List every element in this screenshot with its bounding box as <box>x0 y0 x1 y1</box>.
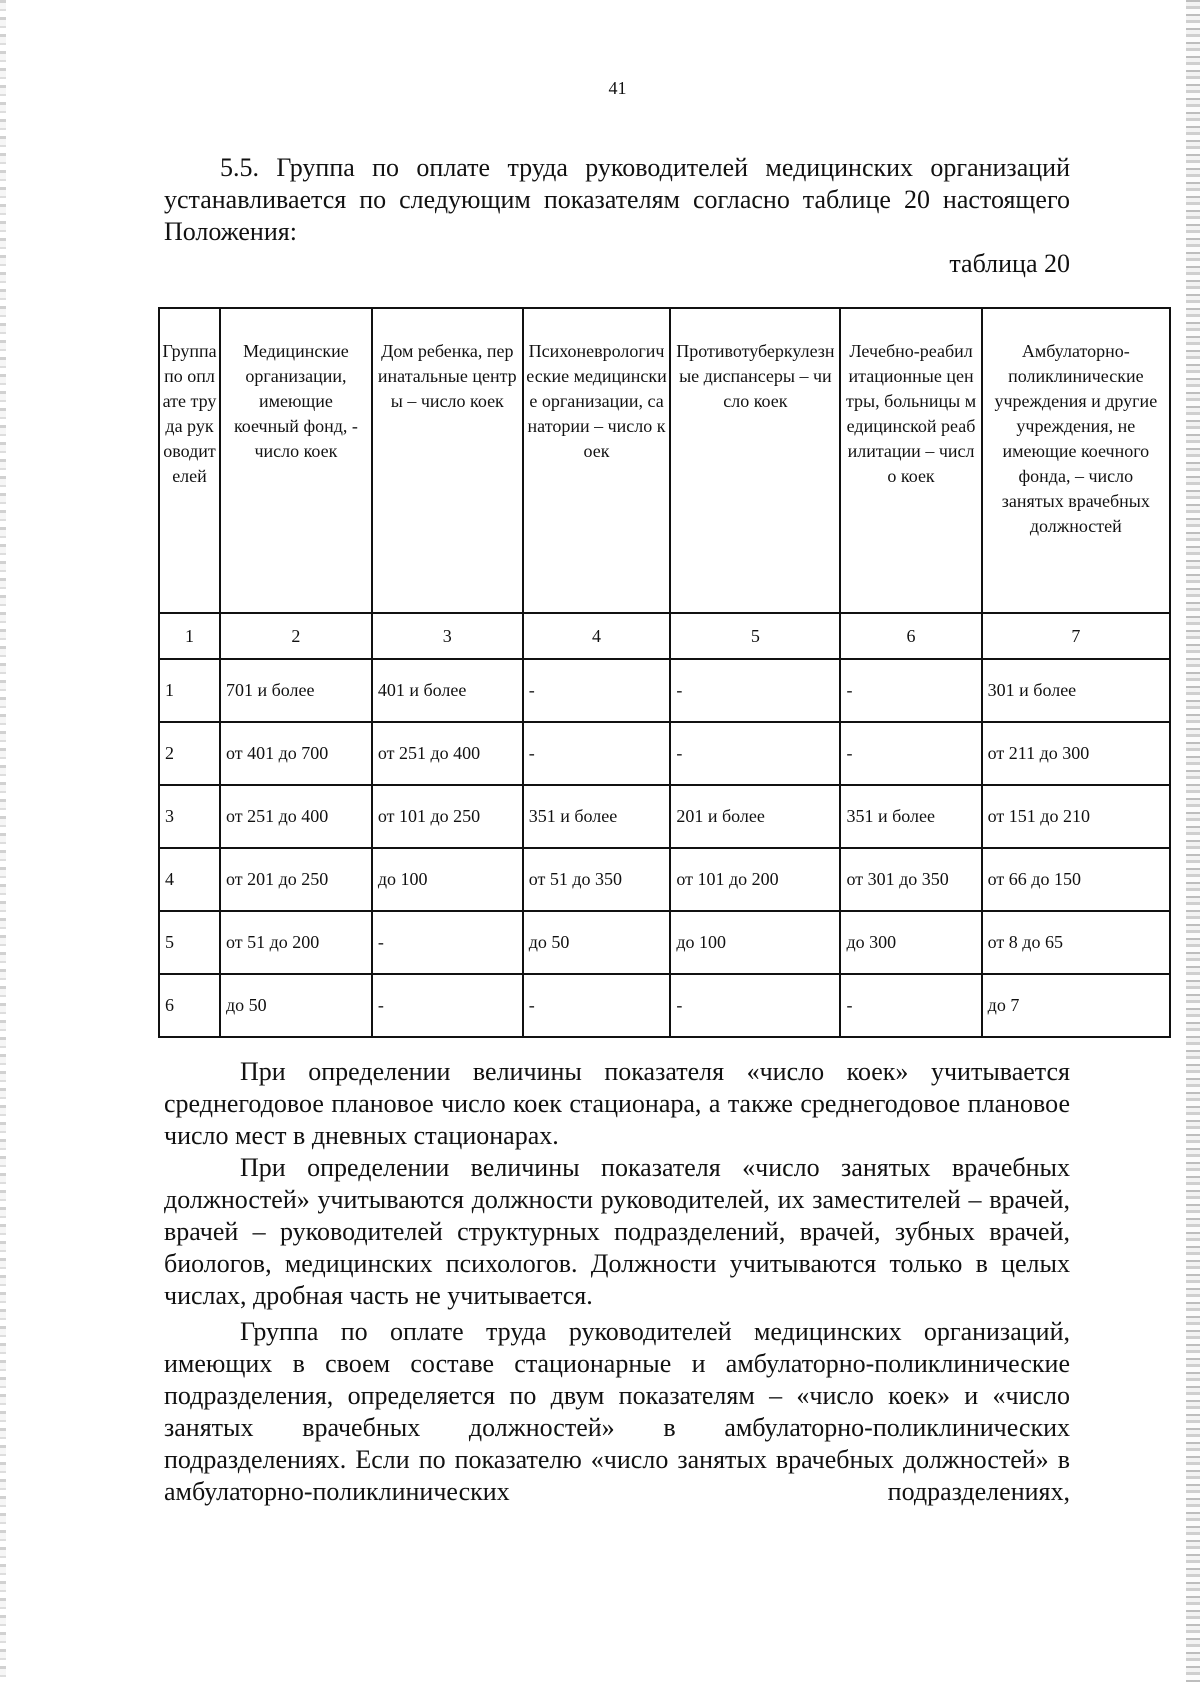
table-cell: от 66 до 150 <box>982 848 1170 911</box>
table-cell: 6 <box>159 974 220 1037</box>
scan-edge-left <box>0 0 6 1682</box>
column-number: 6 <box>840 613 981 659</box>
table-cell: от 201 до 250 <box>220 848 372 911</box>
intro-paragraph: 5.5. Группа по оплате труда руководителей медицинских организаций устанавливается по следующим показателям согласно таблице 20 настоящего Положения: <box>164 153 1070 246</box>
table-cell: от 51 до 350 <box>523 848 671 911</box>
paragraph-mixed-groups: Группа по оплате труда руководителей медицинских организаций, имеющих в своем составе стационарные и амбулаторно-поликлинические подразделения, определяется по двум показателям – «число коек» и «число занятых врачебных должностей» в амбулаторно-поликлинических подразделениях. Если по показателю «число занятых врачебных должностей» в амбулаторно-поликлинических подразделениях, <box>164 1317 1070 1506</box>
column-number-row <box>159 613 1170 659</box>
header-outpatient: Амбулаторно-поликлинические учреждения и другие учреждения, не имеющие коечного фонда, – число занятых врачебных должностей <box>982 308 1170 613</box>
table-cell: до 300 <box>840 911 981 974</box>
header-bed-organizations: Медицинские организации, имеющие коечный фонд, - число коек <box>220 308 372 613</box>
table-cell: 301 и более <box>982 659 1170 722</box>
table-cell: - <box>372 974 523 1037</box>
table-cell: 4 <box>159 848 220 911</box>
table-cell: - <box>840 974 981 1037</box>
table-cell: 351 и более <box>523 785 671 848</box>
table-cell: от 101 до 250 <box>372 785 523 848</box>
column-number: 3 <box>372 613 523 659</box>
table-cell: - <box>372 911 523 974</box>
table-cell: - <box>523 659 671 722</box>
table-cell: от 301 до 350 <box>840 848 981 911</box>
table-cell: - <box>670 659 840 722</box>
table-row <box>159 785 1170 848</box>
column-number: 1 <box>159 613 220 659</box>
table-cell: - <box>840 722 981 785</box>
page-number: 41 <box>608 78 627 98</box>
table-cell: до 7 <box>982 974 1170 1037</box>
body-text <box>164 1056 1070 1508</box>
table-cell: от 251 до 400 <box>220 785 372 848</box>
table-cell: от 251 до 400 <box>372 722 523 785</box>
table-cell: 701 и более <box>220 659 372 722</box>
table-cell: до 50 <box>220 974 372 1037</box>
table-cell: от 8 до 65 <box>982 911 1170 974</box>
table-cell: - <box>523 722 671 785</box>
table-cell: 3 <box>159 785 220 848</box>
table-cell: от 211 до 300 <box>982 722 1170 785</box>
table-cell: от 151 до 210 <box>982 785 1170 848</box>
table-cell: до 100 <box>670 911 840 974</box>
column-number: 5 <box>670 613 840 659</box>
table-row <box>159 974 1170 1037</box>
table-cell: до 100 <box>372 848 523 911</box>
table-row <box>159 848 1170 911</box>
column-number: 4 <box>523 613 671 659</box>
table-cell: от 51 до 200 <box>220 911 372 974</box>
header-tuberculosis: Противотуберкулезные диспансеры – число коек <box>670 308 840 613</box>
header-pay-group: Группа по оплате труда руководителей <box>159 308 220 613</box>
paragraph-doctor-positions: При определении величины показателя «число занятых врачебных должностей» учитываются должности руководителей, их заместителей – врачей, врачей – руководителей структурных подразделений, врачей, зубных врачей, биологов, медицинских психологов. Должности учитываются только в целых числах, дробная часть не учитывается. <box>164 1153 1070 1310</box>
table-cell: 351 и более <box>840 785 981 848</box>
table-cell: от 101 до 200 <box>670 848 840 911</box>
table-header-row <box>159 308 1170 613</box>
column-number: 2 <box>220 613 372 659</box>
pay-group-table <box>158 307 1171 1038</box>
header-children-home: Дом ребенка, перинатальные центры – число коек <box>372 308 523 613</box>
table-row <box>159 659 1170 722</box>
paragraph-bed-count: При определении величины показателя «число коек» учитывается среднегодовое плановое число коек стационара, а также среднегодовое плановое число мест в дневных стационарах. <box>164 1057 1070 1150</box>
table-cell: - <box>840 659 981 722</box>
table-cell: - <box>523 974 671 1037</box>
header-psychoneurological: Психоневрологические медицинские организации, санатории – число коек <box>523 308 671 613</box>
table-cell: 1 <box>159 659 220 722</box>
table-cell: 401 и более <box>372 659 523 722</box>
table-cell: - <box>670 722 840 785</box>
table-cell: - <box>670 974 840 1037</box>
table-row <box>159 911 1170 974</box>
table-cell: 2 <box>159 722 220 785</box>
table-cell: 5 <box>159 911 220 974</box>
table-caption: таблица 20 <box>949 249 1070 278</box>
column-number: 7 <box>982 613 1170 659</box>
table-row <box>159 722 1170 785</box>
header-rehabilitation: Лечебно-реабилитационные центры, больницы медицинской реабилитации – число коек <box>840 308 981 613</box>
table-cell: от 401 до 700 <box>220 722 372 785</box>
scan-edge-right <box>1186 0 1200 1682</box>
table-cell: 201 и более <box>670 785 840 848</box>
table-cell: до 50 <box>523 911 671 974</box>
